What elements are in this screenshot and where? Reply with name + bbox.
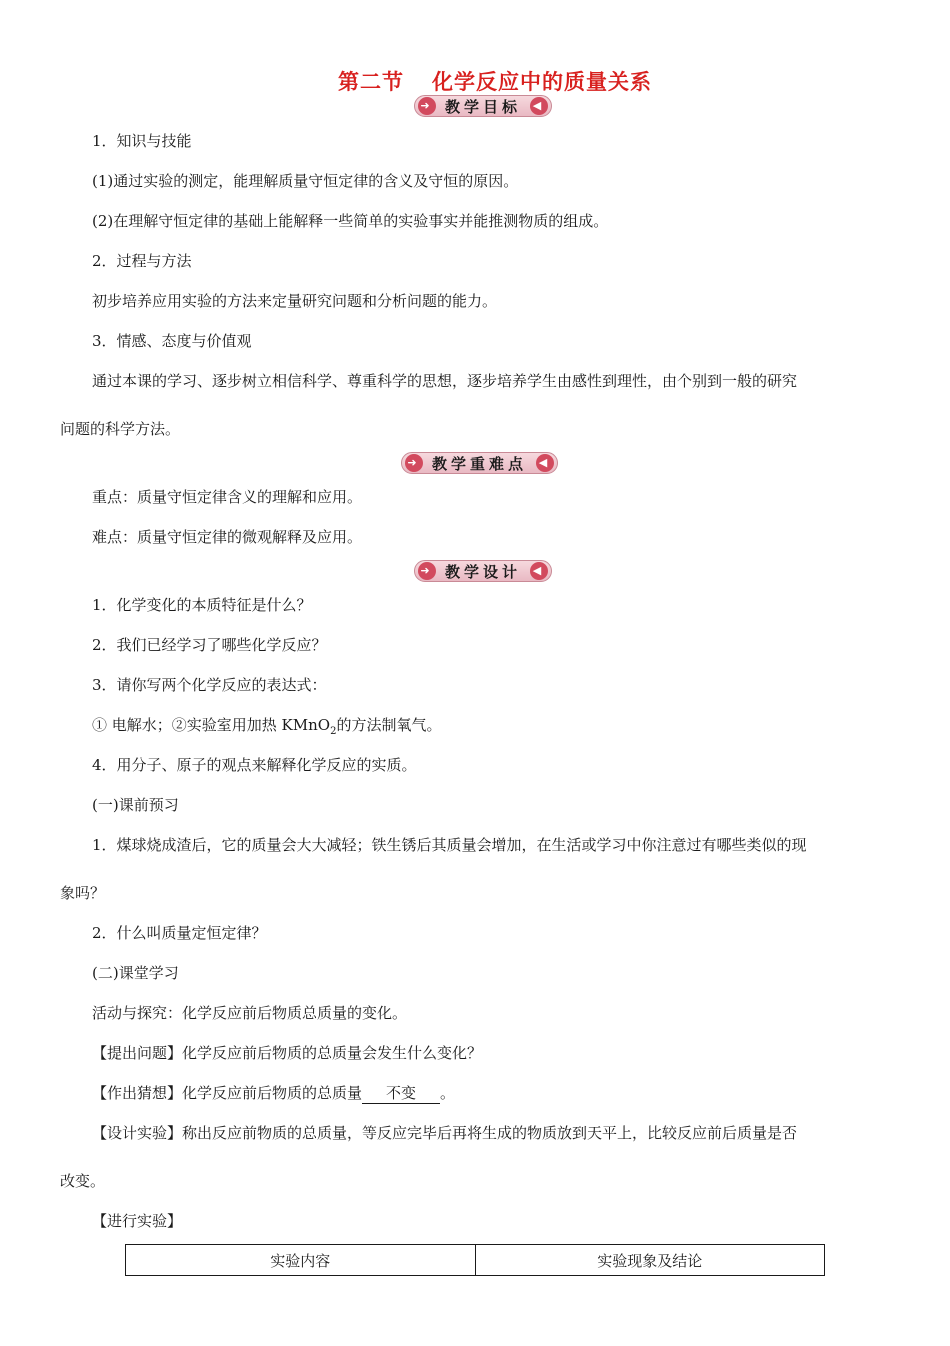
key-focus: 重点：质量守恒定律含义的理解和应用。 bbox=[92, 488, 363, 506]
banner-design bbox=[414, 560, 552, 582]
arrow-right-icon: ➜ bbox=[418, 562, 436, 580]
experiment-table bbox=[125, 1244, 825, 1276]
ask-question: 【提出问题】化学反应前后物质的总质量会发生什么变化？ bbox=[92, 1044, 483, 1062]
conduct-heading: 【进行实验】 bbox=[92, 1212, 183, 1230]
preview-question-2: 2．什么叫质量定恒定律？ bbox=[92, 924, 267, 942]
objective-text-4a: 通过本课的学习、逐步树立相信科学、尊重科学的思想，逐步培养学生由感性到理性，由个别到一般的研究 bbox=[92, 372, 798, 390]
design-question-3: 3．请你写两个化学反应的表达式： bbox=[92, 676, 327, 694]
arrow-left-icon: ◀ bbox=[530, 97, 548, 115]
table-header-result: 实验现象及结论 bbox=[475, 1245, 825, 1276]
objective-heading-3: 3．情感、态度与价值观 bbox=[92, 332, 252, 350]
title-section: 第二节 bbox=[338, 70, 404, 94]
objective-text-3: 初步培养应用实验的方法来定量研究问题和分析问题的能力。 bbox=[92, 292, 498, 310]
preview-question-1b: 象吗？ bbox=[60, 884, 106, 902]
activity-text: 活动与探究：化学反应前后物质总质量的变化。 bbox=[92, 1004, 408, 1022]
banner-objectives bbox=[414, 95, 552, 117]
arrow-right-icon: ➜ bbox=[418, 97, 436, 115]
title-topic: 化学反应中的质量关系 bbox=[432, 70, 652, 94]
table-header-content: 实验内容 bbox=[126, 1245, 476, 1276]
plan-text-b: 改变。 bbox=[60, 1172, 106, 1190]
banner-key-points bbox=[401, 452, 558, 474]
design-question-3-items: ① 电解水；②实验室用加热 KMnO$_2$的方法制氧气。 bbox=[92, 716, 442, 737]
key-difficulty: 难点：质量守恒定律的微观解释及应用。 bbox=[92, 528, 363, 546]
objective-heading-2: 2．过程与方法 bbox=[92, 252, 192, 270]
arrow-left-icon: ◀ bbox=[530, 562, 548, 580]
banner-objectives-label: 教学目标 bbox=[445, 97, 522, 116]
page-title bbox=[0, 66, 950, 96]
arrow-left-icon: ◀ bbox=[536, 454, 554, 472]
banner-key-points-label: 教学重难点 bbox=[432, 454, 528, 473]
section-classroom: (二)课堂学习 bbox=[92, 964, 179, 982]
design-question-2: 2．我们已经学习了哪些化学反应？ bbox=[92, 636, 327, 654]
objective-text-2: (2)在理解守恒定律的基础上能解释一些简单的实验事实并能推测物质的组成。 bbox=[92, 212, 609, 230]
section-preview: (一)课前预习 bbox=[92, 796, 179, 814]
objective-text-1: (1)通过实验的测定，能理解质量守恒定律的含义及守恒的原因。 bbox=[92, 172, 519, 190]
hypothesis: 【作出猜想】化学反应前后物质的总质量 不变 。 bbox=[92, 1084, 456, 1102]
hypothesis-answer: 不变 bbox=[362, 1082, 440, 1104]
objective-heading-1: 1．知识与技能 bbox=[92, 132, 192, 150]
banner-design-label: 教学设计 bbox=[445, 562, 522, 581]
table-header-row bbox=[126, 1245, 825, 1276]
arrow-right-icon: ➜ bbox=[405, 454, 423, 472]
objective-text-4b: 问题的科学方法。 bbox=[60, 420, 181, 438]
preview-question-1a: 1．煤球烧成渣后，它的质量会大大减轻；铁生锈后其质量会增加，在生活或学习中你注意过有哪些类似的现 bbox=[92, 836, 807, 854]
plan-text-a: 【设计实验】称出反应前物质的总质量，等反应完毕后再将生成的物质放到天平上，比较反应前后质量是否 bbox=[92, 1124, 798, 1142]
design-question-1: 1．化学变化的本质特征是什么？ bbox=[92, 596, 312, 614]
design-question-4: 4．用分子、原子的观点来解释化学反应的实质。 bbox=[92, 756, 417, 774]
